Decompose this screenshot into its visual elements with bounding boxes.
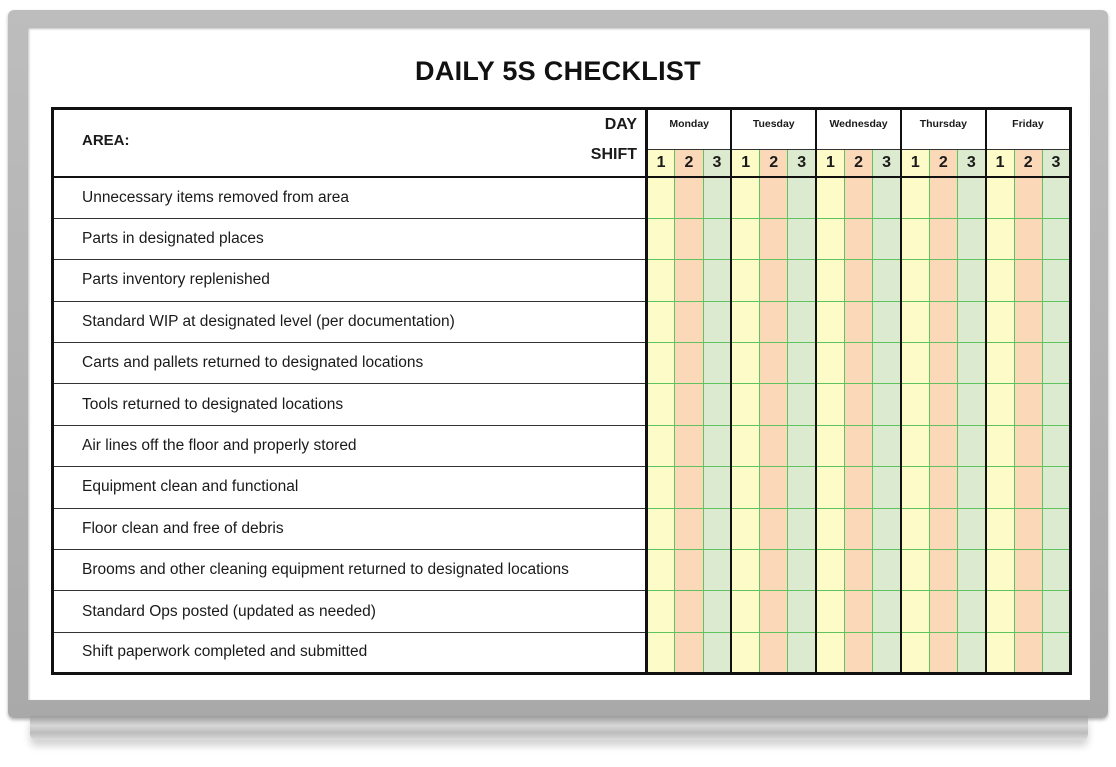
check-cell[interactable] — [760, 218, 788, 259]
check-cell[interactable] — [675, 301, 703, 342]
check-cell[interactable] — [873, 260, 901, 301]
checklist-item-label: Parts inventory replenished — [53, 260, 647, 301]
check-cell[interactable] — [1042, 343, 1070, 384]
day-header-tuesday: Tuesday — [731, 109, 816, 150]
check-cell[interactable] — [647, 425, 675, 466]
check-cell[interactable] — [1042, 550, 1070, 591]
check-cell[interactable] — [901, 550, 929, 591]
check-cell[interactable] — [675, 260, 703, 301]
check-cell[interactable] — [788, 301, 816, 342]
check-cell[interactable] — [929, 550, 957, 591]
check-cell[interactable] — [675, 384, 703, 425]
check-cell[interactable] — [844, 177, 872, 218]
check-cell[interactable] — [731, 591, 759, 632]
shift-header-cell: 3 — [873, 150, 901, 178]
check-cell[interactable] — [731, 384, 759, 425]
shift-header-cell: 2 — [760, 150, 788, 178]
check-cell[interactable] — [986, 425, 1014, 466]
check-cell[interactable] — [647, 218, 675, 259]
check-cell[interactable] — [816, 384, 844, 425]
checklist-item-label: Air lines off the floor and properly stored — [53, 425, 647, 466]
check-cell[interactable] — [986, 632, 1014, 673]
check-cell[interactable] — [731, 218, 759, 259]
checklist-item-label: Shift paperwork completed and submitted — [53, 632, 647, 673]
check-cell[interactable] — [675, 467, 703, 508]
check-cell[interactable] — [844, 260, 872, 301]
checklist-row — [53, 508, 1071, 549]
check-cell[interactable] — [816, 467, 844, 508]
check-cell[interactable] — [788, 260, 816, 301]
check-cell[interactable] — [703, 425, 731, 466]
day-header-row — [53, 109, 1071, 150]
check-cell[interactable] — [957, 343, 985, 384]
check-cell[interactable] — [873, 467, 901, 508]
check-cell[interactable] — [647, 260, 675, 301]
check-cell[interactable] — [986, 384, 1014, 425]
check-cell[interactable] — [703, 218, 731, 259]
check-cell[interactable] — [957, 260, 985, 301]
check-cell[interactable] — [957, 467, 985, 508]
day-label: DAY — [604, 116, 637, 133]
check-cell[interactable] — [929, 632, 957, 673]
check-cell[interactable] — [816, 425, 844, 466]
check-cell[interactable] — [844, 467, 872, 508]
check-cell[interactable] — [675, 218, 703, 259]
check-cell[interactable] — [901, 218, 929, 259]
check-cell[interactable] — [1042, 591, 1070, 632]
check-cell[interactable] — [986, 467, 1014, 508]
check-cell[interactable] — [703, 591, 731, 632]
check-cell[interactable] — [873, 550, 901, 591]
check-cell[interactable] — [703, 508, 731, 549]
check-cell[interactable] — [1014, 384, 1042, 425]
check-cell[interactable] — [1014, 467, 1042, 508]
day-header-monday: Monday — [647, 109, 732, 150]
shift-header-cell: 2 — [675, 150, 703, 178]
check-cell[interactable] — [957, 508, 985, 549]
shift-label: SHIFT — [590, 146, 637, 163]
check-cell[interactable] — [986, 343, 1014, 384]
area-header-cell — [53, 109, 647, 178]
check-cell[interactable] — [873, 425, 901, 466]
check-cell[interactable] — [816, 218, 844, 259]
checklist-row — [53, 343, 1071, 384]
check-cell[interactable] — [760, 467, 788, 508]
check-cell[interactable] — [788, 384, 816, 425]
day-header-thursday: Thursday — [901, 109, 986, 150]
check-cell[interactable] — [731, 177, 759, 218]
shift-header-cell: 1 — [816, 150, 844, 178]
check-cell[interactable] — [1014, 177, 1042, 218]
shift-header-cell: 1 — [901, 150, 929, 178]
checklist-row — [53, 260, 1071, 301]
check-cell[interactable] — [788, 467, 816, 508]
check-cell[interactable] — [873, 632, 901, 673]
check-cell[interactable] — [929, 301, 957, 342]
check-cell[interactable] — [1042, 508, 1070, 549]
check-cell[interactable] — [844, 632, 872, 673]
check-cell[interactable] — [1042, 425, 1070, 466]
check-cell[interactable] — [901, 467, 929, 508]
check-cell[interactable] — [1014, 591, 1042, 632]
check-cell[interactable] — [929, 218, 957, 259]
checklist-item-label: Floor clean and free of debris — [53, 508, 647, 549]
check-cell[interactable] — [901, 508, 929, 549]
check-cell[interactable] — [731, 550, 759, 591]
check-cell[interactable] — [986, 550, 1014, 591]
check-cell[interactable] — [675, 550, 703, 591]
check-cell[interactable] — [873, 508, 901, 549]
checklist-item-label: Standard WIP at designated level (per documentation) — [53, 301, 647, 342]
check-cell[interactable] — [929, 508, 957, 549]
check-cell[interactable] — [957, 218, 985, 259]
check-cell[interactable] — [675, 425, 703, 466]
marker-tray — [30, 716, 1088, 740]
check-cell[interactable] — [844, 425, 872, 466]
check-cell[interactable] — [647, 177, 675, 218]
check-cell[interactable] — [760, 343, 788, 384]
check-cell[interactable] — [1042, 218, 1070, 259]
check-cell[interactable] — [1042, 177, 1070, 218]
check-cell[interactable] — [873, 384, 901, 425]
check-cell[interactable] — [647, 467, 675, 508]
check-cell[interactable] — [873, 218, 901, 259]
check-cell[interactable] — [675, 177, 703, 218]
check-cell[interactable] — [675, 343, 703, 384]
checklist-item-label: Tools returned to designated locations — [53, 384, 647, 425]
check-cell[interactable] — [929, 384, 957, 425]
checklist-row — [53, 550, 1071, 591]
check-cell[interactable] — [844, 550, 872, 591]
check-cell[interactable] — [731, 425, 759, 466]
day-header-friday: Friday — [986, 109, 1071, 150]
page-title: DAILY 5S CHECKLIST — [415, 56, 701, 86]
check-cell[interactable] — [816, 632, 844, 673]
check-cell[interactable] — [1042, 260, 1070, 301]
check-cell[interactable] — [1042, 384, 1070, 425]
checklist-item-label: Unnecessary items removed from area — [53, 177, 647, 218]
check-cell[interactable] — [731, 343, 759, 384]
check-cell[interactable] — [957, 591, 985, 632]
check-cell[interactable] — [929, 343, 957, 384]
check-cell[interactable] — [788, 550, 816, 591]
check-cell[interactable] — [816, 260, 844, 301]
check-cell[interactable] — [816, 301, 844, 342]
check-cell[interactable] — [1014, 425, 1042, 466]
check-cell[interactable] — [901, 425, 929, 466]
check-cell[interactable] — [760, 301, 788, 342]
checklist-item-label: Equipment clean and functional — [53, 467, 647, 508]
check-cell[interactable] — [703, 177, 731, 218]
checklist-item-label: Brooms and other cleaning equipment returned to designated locations — [53, 550, 647, 591]
check-cell[interactable] — [647, 301, 675, 342]
check-cell[interactable] — [873, 177, 901, 218]
check-cell[interactable] — [901, 343, 929, 384]
check-cell[interactable] — [986, 508, 1014, 549]
checklist-table — [51, 107, 1072, 675]
check-cell[interactable] — [1042, 467, 1070, 508]
check-cell[interactable] — [901, 301, 929, 342]
check-cell[interactable] — [760, 260, 788, 301]
check-cell[interactable] — [675, 508, 703, 549]
check-cell[interactable] — [873, 591, 901, 632]
checklist-item-label: Standard Ops posted (updated as needed) — [53, 591, 647, 632]
checklist-item-label: Carts and pallets returned to designated locations — [53, 343, 647, 384]
check-cell[interactable] — [647, 508, 675, 549]
check-cell[interactable] — [788, 343, 816, 384]
check-cell[interactable] — [1014, 632, 1042, 673]
shift-header-cell: 3 — [957, 150, 985, 178]
check-cell[interactable] — [844, 384, 872, 425]
checklist-row — [53, 467, 1071, 508]
check-cell[interactable] — [703, 343, 731, 384]
shift-header-cell: 1 — [986, 150, 1014, 178]
check-cell[interactable] — [901, 260, 929, 301]
check-cell[interactable] — [957, 177, 985, 218]
checklist-item-label: Parts in designated places — [53, 218, 647, 259]
check-cell[interactable] — [788, 508, 816, 549]
check-cell[interactable] — [788, 177, 816, 218]
shift-header-cell: 1 — [731, 150, 759, 178]
shift-header-cell: 3 — [1042, 150, 1070, 178]
check-cell[interactable] — [929, 467, 957, 508]
check-cell[interactable] — [901, 384, 929, 425]
check-cell[interactable] — [675, 591, 703, 632]
check-cell[interactable] — [731, 301, 759, 342]
check-cell[interactable] — [816, 550, 844, 591]
check-cell[interactable] — [1042, 632, 1070, 673]
shift-header-cell: 3 — [788, 150, 816, 178]
check-cell[interactable] — [788, 218, 816, 259]
check-cell[interactable] — [731, 632, 759, 673]
check-cell[interactable] — [844, 218, 872, 259]
shift-header-cell: 2 — [929, 150, 957, 178]
check-cell[interactable] — [901, 177, 929, 218]
checklist-row — [53, 425, 1071, 466]
check-cell[interactable] — [816, 177, 844, 218]
check-cell[interactable] — [1014, 508, 1042, 549]
check-cell[interactable] — [788, 425, 816, 466]
check-cell[interactable] — [760, 550, 788, 591]
check-cell[interactable] — [760, 177, 788, 218]
check-cell[interactable] — [788, 591, 816, 632]
area-label: AREA: — [82, 132, 130, 149]
check-cell[interactable] — [731, 260, 759, 301]
check-cell[interactable] — [1014, 260, 1042, 301]
check-cell[interactable] — [986, 301, 1014, 342]
check-cell[interactable] — [760, 591, 788, 632]
check-cell[interactable] — [731, 467, 759, 508]
check-cell[interactable] — [675, 632, 703, 673]
check-cell[interactable] — [703, 301, 731, 342]
check-cell[interactable] — [957, 632, 985, 673]
check-cell[interactable] — [703, 260, 731, 301]
check-cell[interactable] — [647, 343, 675, 384]
check-cell[interactable] — [844, 508, 872, 549]
check-cell[interactable] — [901, 591, 929, 632]
check-cell[interactable] — [647, 632, 675, 673]
check-cell[interactable] — [760, 425, 788, 466]
check-cell[interactable] — [1014, 550, 1042, 591]
day-header-wednesday: Wednesday — [816, 109, 901, 150]
check-cell[interactable] — [1014, 218, 1042, 259]
check-cell[interactable] — [647, 591, 675, 632]
checklist-row — [53, 218, 1071, 259]
check-cell[interactable] — [986, 177, 1014, 218]
shift-header-cell: 2 — [1014, 150, 1042, 178]
check-cell[interactable] — [703, 550, 731, 591]
check-cell[interactable] — [703, 384, 731, 425]
check-cell[interactable] — [957, 550, 985, 591]
check-cell[interactable] — [788, 632, 816, 673]
checklist-row — [53, 591, 1071, 632]
check-cell[interactable] — [760, 632, 788, 673]
check-cell[interactable] — [986, 218, 1014, 259]
check-cell[interactable] — [1014, 301, 1042, 342]
check-cell[interactable] — [760, 508, 788, 549]
check-cell[interactable] — [957, 384, 985, 425]
shift-header-cell: 1 — [647, 150, 675, 178]
check-cell[interactable] — [703, 632, 731, 673]
check-cell[interactable] — [873, 343, 901, 384]
checklist-row — [53, 632, 1071, 673]
check-cell[interactable] — [760, 384, 788, 425]
check-cell[interactable] — [929, 177, 957, 218]
checklist-row — [53, 301, 1071, 342]
checklist-row — [53, 384, 1071, 425]
check-cell[interactable] — [844, 343, 872, 384]
shift-header-cell: 3 — [703, 150, 731, 178]
shift-header-cell: 2 — [844, 150, 872, 178]
check-cell[interactable] — [844, 301, 872, 342]
check-cell[interactable] — [816, 508, 844, 549]
check-cell[interactable] — [929, 425, 957, 466]
check-cell[interactable] — [986, 260, 1014, 301]
checklist-row — [53, 177, 1071, 218]
check-cell[interactable] — [1014, 343, 1042, 384]
check-cell[interactable] — [1042, 301, 1070, 342]
check-cell[interactable] — [986, 591, 1014, 632]
check-cell[interactable] — [816, 591, 844, 632]
check-cell[interactable] — [647, 550, 675, 591]
check-cell[interactable] — [647, 384, 675, 425]
check-cell[interactable] — [901, 632, 929, 673]
check-cell[interactable] — [731, 508, 759, 549]
check-cell[interactable] — [844, 591, 872, 632]
check-cell[interactable] — [873, 301, 901, 342]
check-cell[interactable] — [929, 591, 957, 632]
check-cell[interactable] — [703, 467, 731, 508]
check-cell[interactable] — [957, 301, 985, 342]
check-cell[interactable] — [816, 343, 844, 384]
check-cell[interactable] — [929, 260, 957, 301]
check-cell[interactable] — [957, 425, 985, 466]
